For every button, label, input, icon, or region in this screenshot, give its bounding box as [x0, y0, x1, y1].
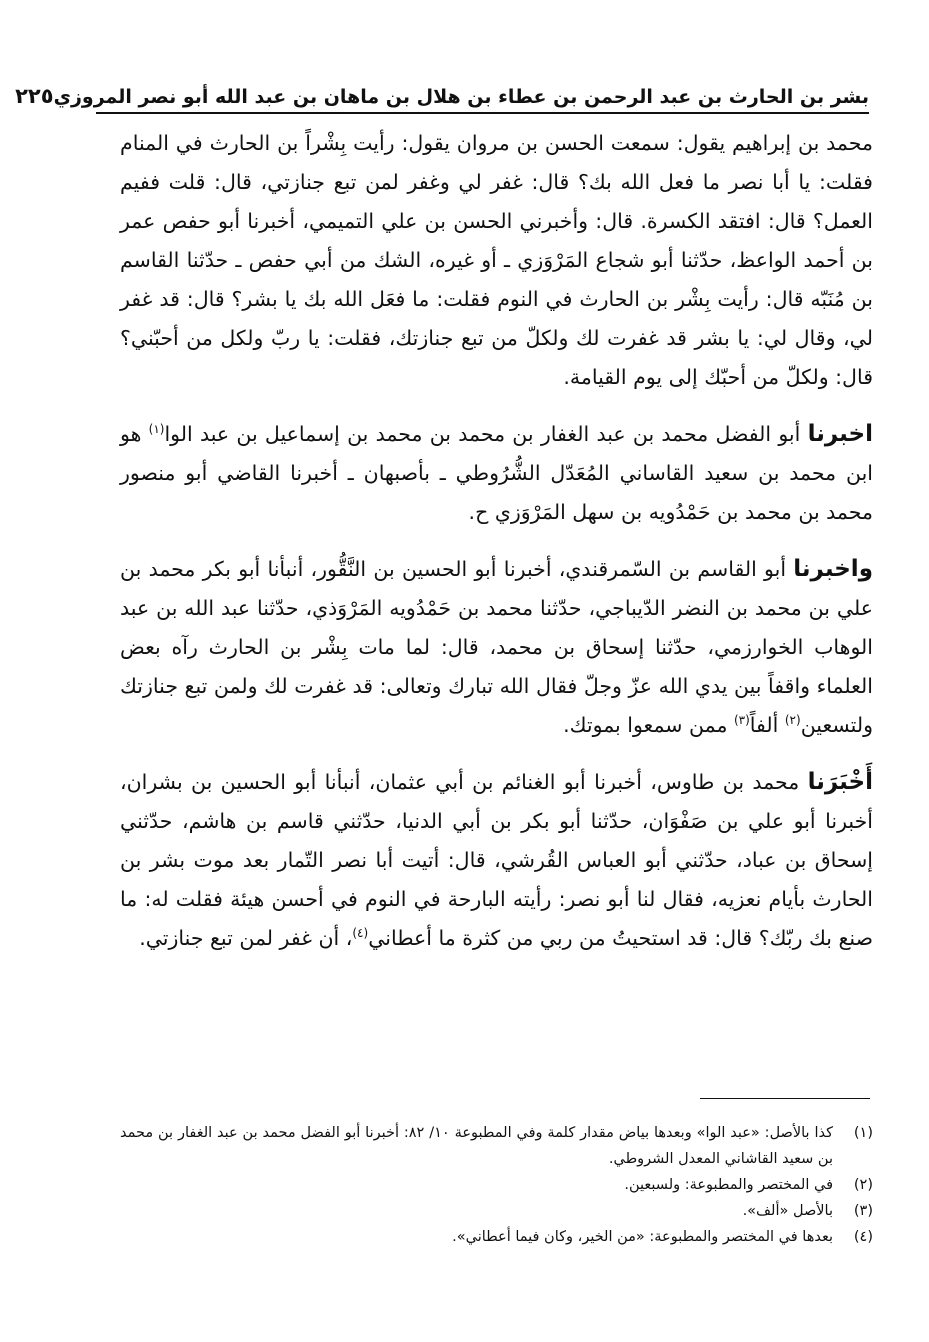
- paragraph-text-continued: ألفاً: [749, 713, 785, 737]
- running-title: بشر بن الحارث بن عبد الرحمن بن عطاء بن هلال بن ماهان بن عبد الله أبو نصر المروزي: [53, 86, 869, 108]
- footnote-item: [120, 1120, 873, 1172]
- footnote-item: [120, 1198, 873, 1224]
- page-number: ٢٢٥: [15, 84, 54, 108]
- paragraph-text-continued: هو ابن محمد بن سعيد القاساني المُعَدّل الشُّرُوطي ـ بأصبهان ـ أخبرنا القاضي أبو منصور محمد بن محمد بن حَمْدُويه بن سهل المَرْوَزي ح.: [120, 422, 873, 524]
- footnote-rule: [700, 1098, 870, 1099]
- paragraph-text: محمد بن طاوس، أخبرنا أبو الغنائم بن أبي عثمان، أنبأنا أبو الحسين بن بشران، أخبرنا أبو علي بن صَفْوَان، حدّثنا أبو بكر بن أبي الدنيا، حدّثني قاسم بن هاشم، حدّثني إسحاق بن عباد، حدّثني أبو العباس القُرشي، قال: أتيت أبا نصر التّمار بعد موت بشر بن الحارث بأيام نعزيه، فقال لنا أبو نصر: رأيته البارحة في النوم في أحسن هيئة فقلت له: ما صنع بك ربّك؟ قال: قد استحيتُ من ربي من كثرة ما أعطاني: [120, 770, 873, 950]
- paragraph-4: [120, 763, 873, 958]
- footnote-ref-2[interactable]: (٢): [784, 713, 801, 728]
- footnote-item: [120, 1224, 873, 1250]
- paragraph-lead: واخبرنا: [793, 556, 873, 582]
- paragraph-3: [120, 550, 873, 745]
- footnote-number: (١): [853, 1125, 873, 1141]
- paragraph-lead: أَخْبَرَنا: [807, 769, 873, 795]
- paragraph-2: [120, 415, 873, 532]
- paragraph-lead: اخبرنا: [807, 421, 874, 447]
- footnote-text: كذا بالأصل: «عبد الوا» وبعدها بياض مقدار كلمة وفي المطبوعة ١٠/ ٨٢: أخبرنا أبو الفضل محمد بن عبد الغفار بن محمد بن سعيد القاشاني المعدل الشروطي.: [120, 1125, 834, 1167]
- footnote-ref-4[interactable]: (٤): [352, 926, 369, 941]
- paragraph-text-continued: ، أن غفر لمن تبع جنازتي.: [139, 926, 353, 950]
- header-rule: [96, 112, 869, 114]
- footnote-ref-1[interactable]: (١): [148, 422, 165, 437]
- paragraph-1: [120, 124, 873, 397]
- footnote-item: [120, 1172, 873, 1198]
- paragraph-text: أبو القاسم بن السّمرقندي، أخبرنا أبو الحسين بن النَّقُّور، أنبأنا أبو بكر محمد بن علي بن محمد بن النضر الدّيباجي، حدّثنا محمد بن حَمْدُويه المَرْوَذي، حدّثنا عبد الله بن عبد الوهاب الخوارزمي، حدّثنا إسحاق بن محمد، قال: لما مات بِشْر بن الحارث رآه بعض العلماء واقفاً بين يدي الله عزّ وجلّ فقال الله تبارك وتعالى: قد غفرت لك ولمن تبع جنازتك ولتسعين: [120, 557, 873, 737]
- paragraph-text: محمد بن إبراهيم يقول: سمعت الحسن بن مروان يقول: رأيت بِشْراً بن الحارث في المنام فقلت: يا أبا نصر ما فعل الله بك؟ قال: غفر لي وغفر لمن تبع جنازتي، قال: قلت ففيم العمل؟ قال: افتقد الكسرة. قال: وأخبرني الحسن بن علي التميمي، أخبرنا أبو حفص عمر بن أحمد الواعظ، حدّثنا أبو شجاع المَرْوَزي ـ أو غيره، الشك من أبي حفص ـ حدّثنا القاسم بن مُنَبّه قال: رأيت بِشْر بن الحارث في النوم فقلت: ما فعَل الله بك يا بشر؟ قال: قد غفر لي، وقال لي: يا بشر قد غفرت لك ولكلّ من تبع جنازتك، فقلت: يا ربّ ولكل من أحبّني؟ قال: ولكلّ من أحبّك إلى يوم القيامة.: [120, 131, 873, 389]
- footnotes: [120, 1120, 873, 1250]
- paragraph-text: أبو الفضل محمد بن عبد الغفار بن محمد بن محمد بن إسماعيل بن عبد الوا: [164, 422, 808, 446]
- paragraph-text-end: ممن سمعوا بموتك.: [563, 713, 734, 737]
- footnote-text: في المختصر والمطبوعة: ولسبعين.: [624, 1177, 833, 1193]
- footnote-ref-3[interactable]: (٣): [733, 713, 750, 728]
- running-header: [15, 68, 869, 108]
- footnote-text: بالأصل «ألف».: [742, 1203, 833, 1219]
- footnote-number: (٤): [853, 1229, 873, 1245]
- footnote-number: (٢): [853, 1177, 873, 1193]
- main-text: [120, 124, 873, 958]
- footnote-text: بعدها في المختصر والمطبوعة: «من الخير، وكان فيما أعطاني».: [452, 1229, 833, 1245]
- footnote-number: (٣): [853, 1203, 873, 1219]
